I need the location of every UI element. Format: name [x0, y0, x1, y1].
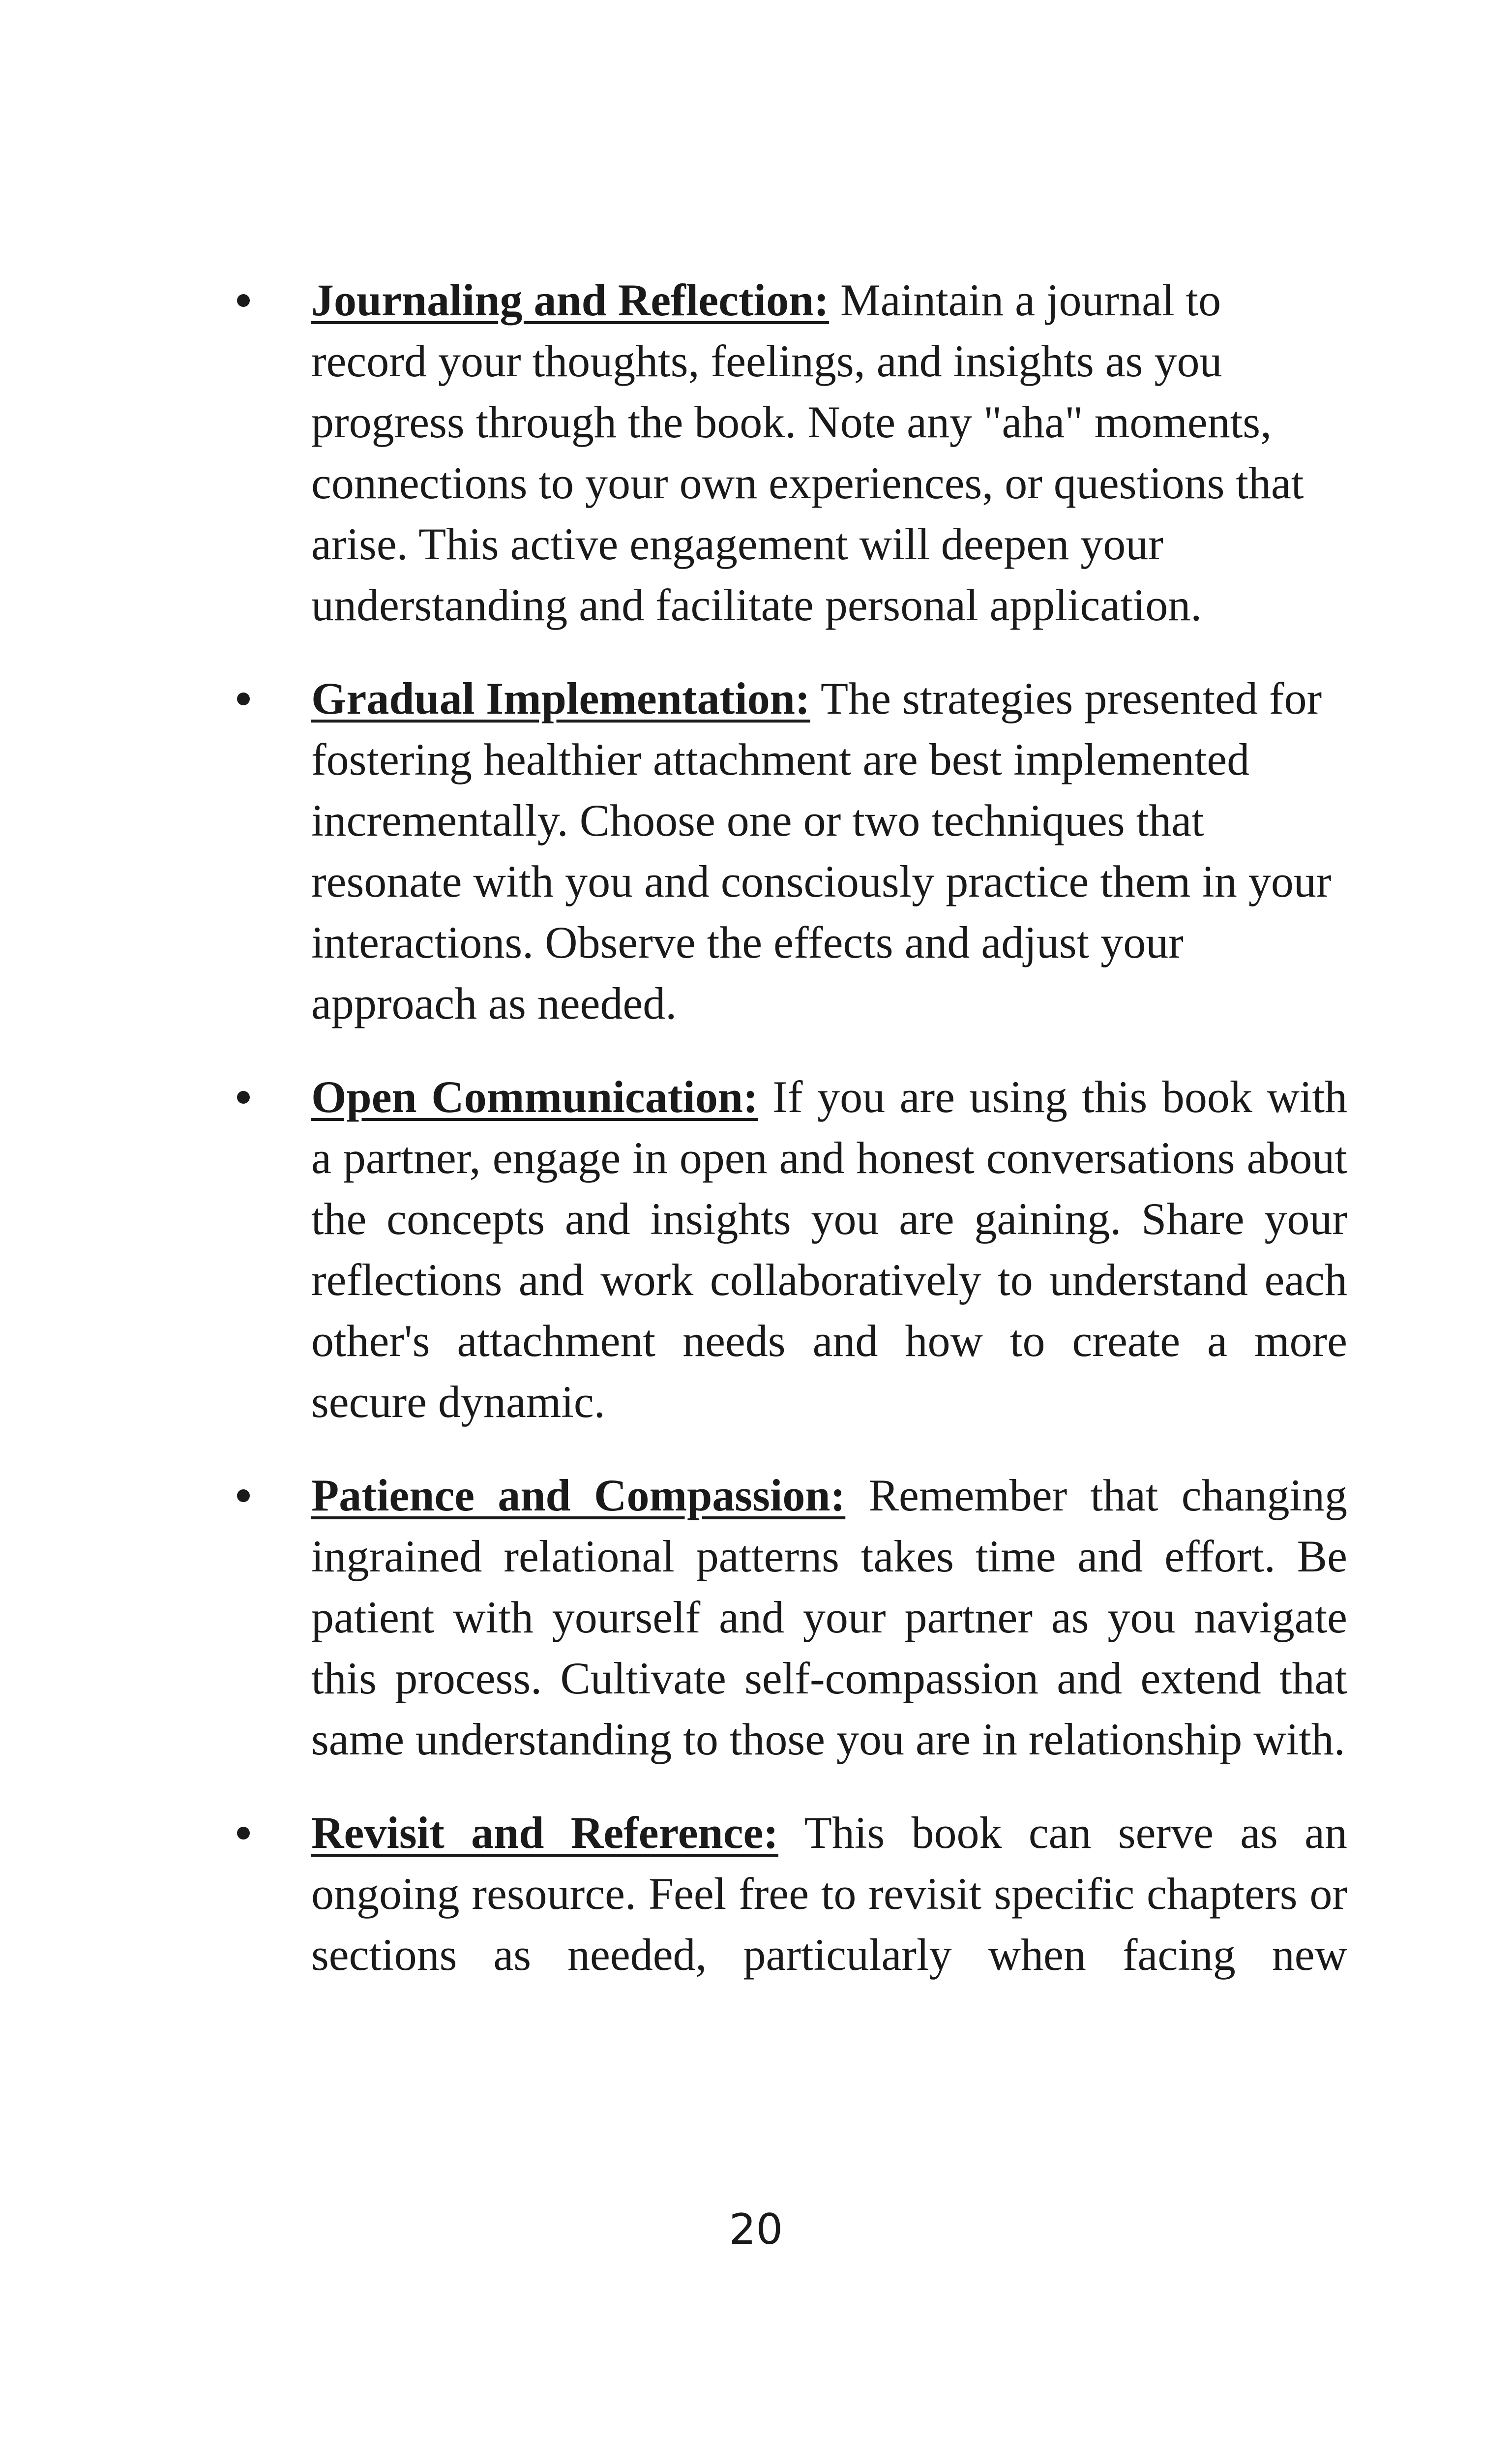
bullet-icon: [237, 1489, 250, 1502]
bullet-icon: [237, 693, 250, 705]
bullet-list: [216, 270, 1347, 2018]
list-item-gradual-implementation: [216, 668, 1347, 1034]
list-item-journaling: [216, 270, 1347, 635]
bullet-icon: [237, 294, 250, 307]
bullet-icon: [237, 1827, 250, 1840]
item-heading: Open Communication:: [311, 1072, 758, 1122]
bullet-icon: [237, 1091, 250, 1104]
item-body: The strategies presented for fostering healthier attachment are best implemented incrementally. Choose one or two techniques that resonate with you and consciously practice them in your interactions. Observe the effects and adjust your approach as needed.: [311, 673, 1332, 1028]
item-body: Remember that changing ingrained relational patterns takes time and effort. Be patient with yourself and your partner as you navigate this process. Cultivate self-compassion and extend that same understanding to those you are in relationship with.: [311, 1470, 1348, 1764]
item-body: This book can serve as an ongoing resource. Feel free to revisit specific chapters or sections as needed, particularly when facing new: [311, 1808, 1347, 1980]
page-number: 20: [729, 2205, 783, 2254]
list-item-revisit-reference: [216, 1802, 1347, 1985]
item-body: If you are using this book with a partner, engage in open and honest conversations about the concepts and insights you are gaining. Share your reflections and work collaboratively to understand each other's attachment needs and how to create a more secure dynamic.: [311, 1072, 1347, 1427]
item-heading: Patience and Compassion:: [311, 1470, 846, 1520]
item-heading: Journaling and Reflection:: [311, 275, 829, 325]
item-body: Maintain a journal to record your thoughts, feelings, and insights as you progress through the book. Note any "aha" moments, connections to your own experiences, or questions that arise. This active engagement will deepen your understanding and facilitate personal application.: [311, 275, 1304, 630]
list-item-patience-compassion: [216, 1465, 1347, 1770]
item-heading: Gradual Implementation:: [311, 673, 810, 724]
item-heading: Revisit and Reference:: [311, 1808, 778, 1858]
list-item-open-communication: [216, 1066, 1347, 1432]
